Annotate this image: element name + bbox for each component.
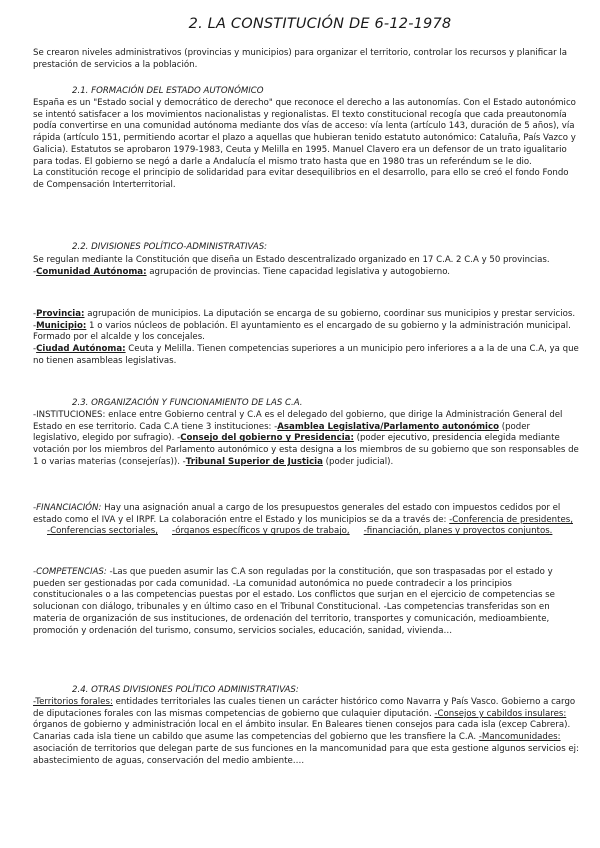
term-territorios-forales: -Territorios forales: bbox=[33, 697, 113, 707]
financiacion-label: -FINANCIACIÓN: bbox=[33, 503, 102, 513]
comunidad-autonoma-text: agrupación de provincias. Tiene capacidad legislativa y autogobierno. bbox=[146, 266, 451, 277]
instituciones-label: -INSTITUCIONES: bbox=[33, 410, 106, 420]
financiacion-text: Hay una asignación anual a cargo de los presupuestos generales del estado con impuestos cedidos por el estado como el IVA y el IRPF. La colaboración entre el Estado y los municipios se da a través de: bbox=[33, 503, 561, 525]
consejos-cabildos-text: órganos de gobierno y administración local en el ámbito insular. En Baleares tienen consejos para cada isla (excep Cabrera). Canarias cada isla tiene un cabildo que asume las competencias del gobierno que les transfiere la C.A. bbox=[33, 720, 571, 743]
section-2-4-body bbox=[33, 697, 579, 767]
municipio-text: 1 o varios núcleos de población. El ayuntamiento es el encargado de su gobierno y la administración municipal. Formado por el alcalde y los concejales. bbox=[33, 320, 571, 343]
term-municipio: Municipio: bbox=[36, 320, 87, 331]
instituciones-paragraph bbox=[33, 410, 579, 469]
term-comunidad-autonoma: Comunidad Autónoma: bbox=[36, 266, 147, 277]
financiacion-item-4: -financiación, planes y proyectos conjuntos. bbox=[363, 526, 553, 537]
term-provincia: Provincia: bbox=[36, 309, 85, 319]
intro-text: Se crearon niveles administrativos (provincias y municipios) para organizar el territorio, controlar los recursos y planificar la prestación de servicios a la población. bbox=[33, 48, 568, 70]
financiacion-paragraph bbox=[33, 503, 579, 538]
instituciones-text-1: enlace entre Gobierno central y C.A es el delegado del gobierno, que dirige la Administración General del Estado en ese territorio. Cada C.A tiene 3 instituciones: - bbox=[33, 410, 563, 432]
section-2-1-heading: 2.1. FORMACIÓN DEL ESTADO AUTONÓMICO bbox=[72, 86, 264, 96]
section-2-1-body bbox=[33, 98, 579, 192]
competencias-text: -Las que pueden asumir las C.A son reguladas por la constitución, que son traspasadas por el estado y pueden ser gestionadas por cada comunidad. -La comunidad autonómica no puede contradecir a los principios constitucionales o a las competencias puestas por el estado. Los conflictos que surjan en el ejercicio de competencias se solucionan con diálogo, tribunales y en último caso en el Tribunal Constitucional. -Las competencias transferidas son en materia de organización de sus instituciones, de ordenación del territorio, transportes y comunicación, medioambiente, promoción y ordenación del turismo, consumo, servicios sociales, educación, sanidad, vivienda… bbox=[33, 567, 555, 636]
instituciones-text-4: (poder judicial). bbox=[322, 456, 394, 467]
section-2-3-heading: 2.3. ORGANIZACIÓN Y FUNCIONAMIENTO DE LAS C.A. bbox=[72, 398, 303, 408]
section-2-2-definitions: -Provincia: agrupación de municipios. La diputación se encarga de su gobierno, coordinar sus municipios y prestar servicios. -Municipio: 1 o varios núcleos de población. El ayuntamiento es el encargado de su gobierno y la administración municipal. Formado por el alcalde y los concejales. -Ciudad Autónoma: Ceuta y Melilla. Tienen competencias superiores a un municipio pero inferiores a a la de una C.A, ya que no tienen asambleas legislativas. bbox=[33, 309, 579, 366]
competencias-label: -COMPETENCIAS: bbox=[33, 567, 107, 577]
instituciones-text-2: (poder legislativo, elegido por sufragio). - bbox=[33, 421, 531, 444]
term-asamblea-legislativa: Asamblea Legislativa/Parlamento autonómico bbox=[277, 421, 499, 432]
competencias-paragraph bbox=[33, 567, 579, 637]
mancomunidades-text: asociación de territorios que delegan parte de sus funciones en la mancomunidad para que esta gestione algunos servicios ej: abastecimiento de aguas, conservación del medio ambiente…. bbox=[33, 743, 579, 766]
financiacion-item-2: -Conferencias sectoriales, bbox=[47, 526, 158, 537]
term-consejo-gobierno: Consejo del gobierno y Presidencia: bbox=[180, 433, 354, 444]
section-2-2-intro: Se regulan mediante la Constitución que diseña un Estado descentralizado organizado en 17 C.A. 2 C.A y 50 provincias. -Comunidad Autónoma: agrupación de provincias. Tiene capacidad legislativa y autogobierno. bbox=[33, 255, 550, 277]
financiacion-item-1: -Conferencia de presidentes, bbox=[449, 514, 573, 525]
financiacion-item-3: -órganos específicos y grupos de trabajo, bbox=[171, 526, 350, 537]
term-consejos-cabildos: -Consejos y cabildos insulares: bbox=[434, 708, 567, 719]
section-2-2-intro-text: Se regulan mediante la Constitución que diseña un Estado descentralizado organizado en 17 C.A. 2 C.A y 50 provincias. bbox=[33, 255, 550, 265]
section-2-1-text-2: La constitución recoge el principio de solidaridad para evitar desequilibrios en el desarrollo, para ello se creó el fondo Fondo de Compensación Interterritorial. bbox=[33, 168, 569, 190]
section-2-2-heading: 2.2. DIVISIONES POLÍTICO-ADMINISTRATIVAS: bbox=[72, 242, 268, 252]
intro-paragraph bbox=[33, 48, 579, 71]
instituciones-text-3: (poder ejecutivo, presidencia elegida mediante votación por los miembros del Parlamento autonómico y esta designa a los miembros de su gobierno que son responsables de 1 o varias materias (consejerías)). - bbox=[33, 433, 579, 467]
term-tribunal-superior: Tribunal Superior de Justicia bbox=[185, 456, 323, 467]
ciudad-autonoma-text: Ceuta y Melilla. Tienen competencias superiores a un municipio pero inferiores a a la de una C.A, ya que no tienen asambleas legislativas. bbox=[33, 344, 579, 366]
section-2-1-text: España es un "Estado social y democrático de derecho" que reconoce el derecho a las autonomías. Con el Estado autonómico se intentó satisfacer a los movimientos nacionalistas y regionalistas. El texto constitucional recogía que cada preautonomía podía convertirse en una comunidad autónoma mediante dos vías de acceso: vía lenta (artículo 143, duración de 5 años), vía rápida (artículo 151, permitiendo acortar el plazo a aquellas que hubieran tenido estatuto autonómico: Cataluña, País Vazco y Galicia). Estatutos se aprobaron 1979-1983, Ceuta y Melilla en 1995. Manuel Clavero era un defensor de un trato igualitario para todas. El gobierno se negó a darle a Andalucía el mismo trato hasta que en 1980 tras un referéndum se le dio. bbox=[33, 98, 576, 167]
term-ciudad-autonoma: Ciudad Autónoma: bbox=[36, 344, 126, 355]
document-title: 2. LA CONSTITUCIÓN DE 6-12-1978 bbox=[188, 16, 452, 32]
section-2-4-heading: 2.4. OTRAS DIVISIONES POLÍTICO ADMINISTRATIVAS: bbox=[72, 685, 299, 695]
term-mancomunidades: -Mancomunidades: bbox=[478, 732, 561, 743]
territorios-forales-text: entidades territoriales las cuales tienen un carácter histórico como Navarra y País Vasco. Gobierno a cargo de diputaciones forales con las mismas competencias de gobierno que culaquier diputación. bbox=[33, 697, 576, 719]
provincia-text: agrupación de municipios. La diputación se encarga de su gobierno, coordinar sus municipios y prestar servicios. bbox=[84, 309, 576, 319]
